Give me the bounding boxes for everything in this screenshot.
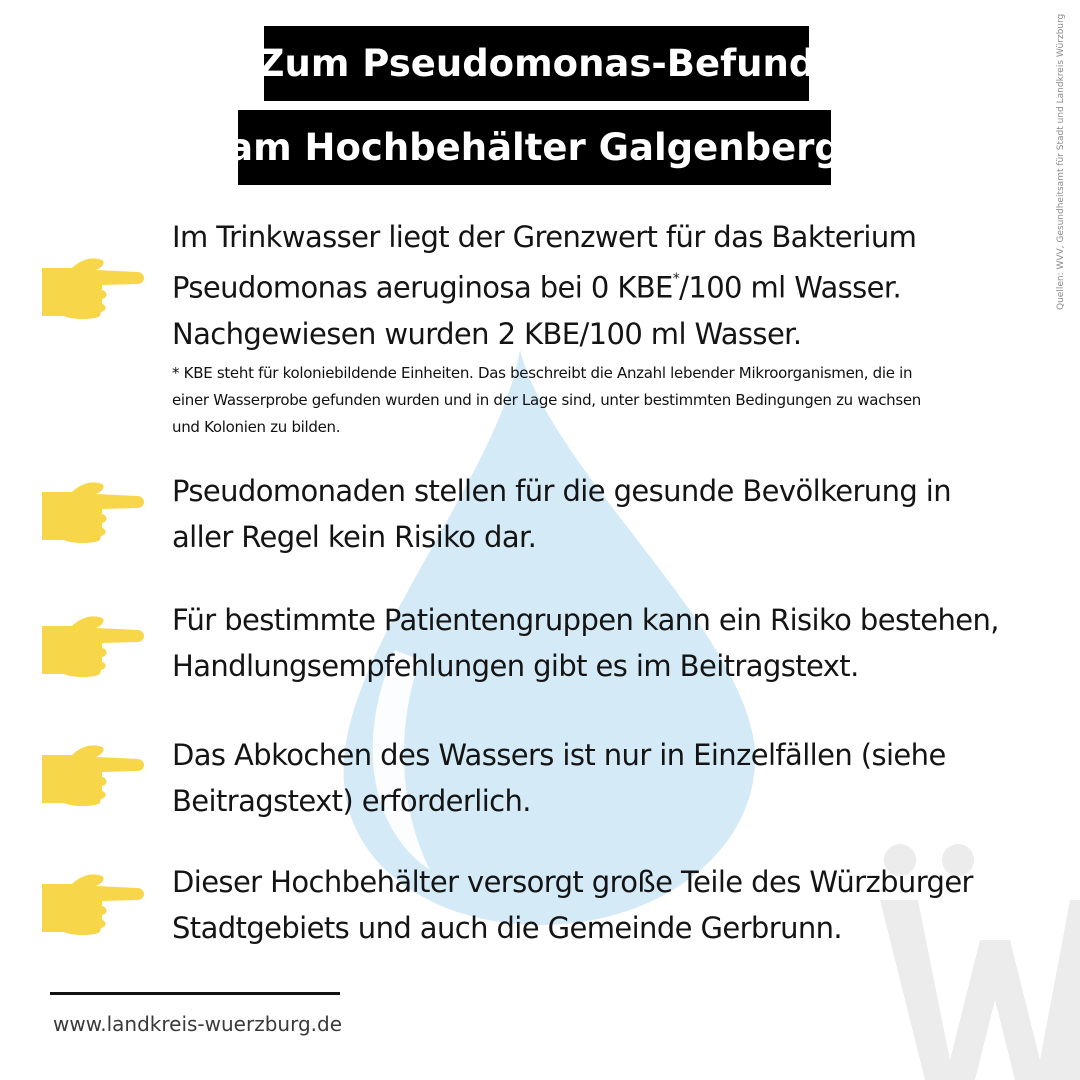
point-boiling: [172, 732, 1012, 824]
footnote: [172, 360, 1012, 441]
point-patient-groups: [172, 597, 1012, 689]
point-2-line-1: Pseudomonaden stellen für die gesunde Bevölkerung in: [172, 474, 952, 508]
point-5-line-2: Stadtgebiets und auch die Gemeinde Gerbrunn.: [172, 911, 843, 945]
footnote-marker: *: [672, 271, 680, 287]
point-2-line-2: aller Regel kein Risiko dar.: [172, 520, 537, 554]
website-url: www.landkreis-wuerzburg.de: [53, 1012, 342, 1036]
point-3-line-2: Handlungsempfehlungen gibt es im Beitragstext.: [172, 649, 859, 683]
footnote-line-2: einer Wasserprobe gefunden wurden und in der Lage sind, unter bestimmten Bedingungen zu wachsen: [172, 391, 921, 409]
title-line-1: [257, 26, 816, 101]
title-line-2-text: am Hochbehälter Galgenberg: [228, 126, 841, 169]
title-line-1-text: Zum Pseudomonas-Befund: [257, 42, 816, 85]
source-note: Quellen: WVV, Gesundheitsamt für Stadt und Landkreis Würzburg: [1056, 13, 1066, 310]
pointing-hand-icon: [42, 478, 146, 546]
pointing-hand-icon: [42, 254, 146, 322]
point-3-line-1: Für bestimmte Patientengruppen kann ein Risiko bestehen,: [172, 603, 999, 637]
point-1-line-2-end: /100 ml Wasser.: [679, 270, 902, 305]
point-1-line-3: Nachgewiesen wurden 2 KBE/100 ml Wasser.: [172, 316, 802, 351]
pointing-hand-icon: [42, 870, 146, 938]
footer-divider: [50, 992, 340, 995]
footnote-line-3: und Kolonien zu bilden.: [172, 418, 341, 436]
point-4-line-2: Beitragstext) erforderlich.: [172, 784, 531, 818]
point-1-line-1: Im Trinkwasser liegt der Grenzwert für das Bakterium: [172, 220, 917, 254]
point-5-line-1: Dieser Hochbehälter versorgt große Teile des Würzburger: [172, 865, 973, 899]
point-no-risk: [172, 468, 1012, 560]
title-line-2: [228, 110, 841, 185]
point-1-line-2: [172, 260, 1012, 311]
point-limit-value: [172, 214, 1012, 357]
pointing-hand-icon: [42, 741, 146, 809]
point-1-line-2-start: Pseudomonas aeruginosa bei 0 KBE: [172, 270, 673, 305]
pointing-hand-icon: [42, 612, 146, 680]
footnote-line-1: * KBE steht für koloniebildende Einheiten. Das beschreibt die Anzahl lebender Mikroorganismen, die in: [172, 364, 913, 382]
point-supply-area: [172, 859, 1012, 951]
point-4-line-1: Das Abkochen des Wassers ist nur in Einzelfällen (siehe: [172, 738, 946, 772]
